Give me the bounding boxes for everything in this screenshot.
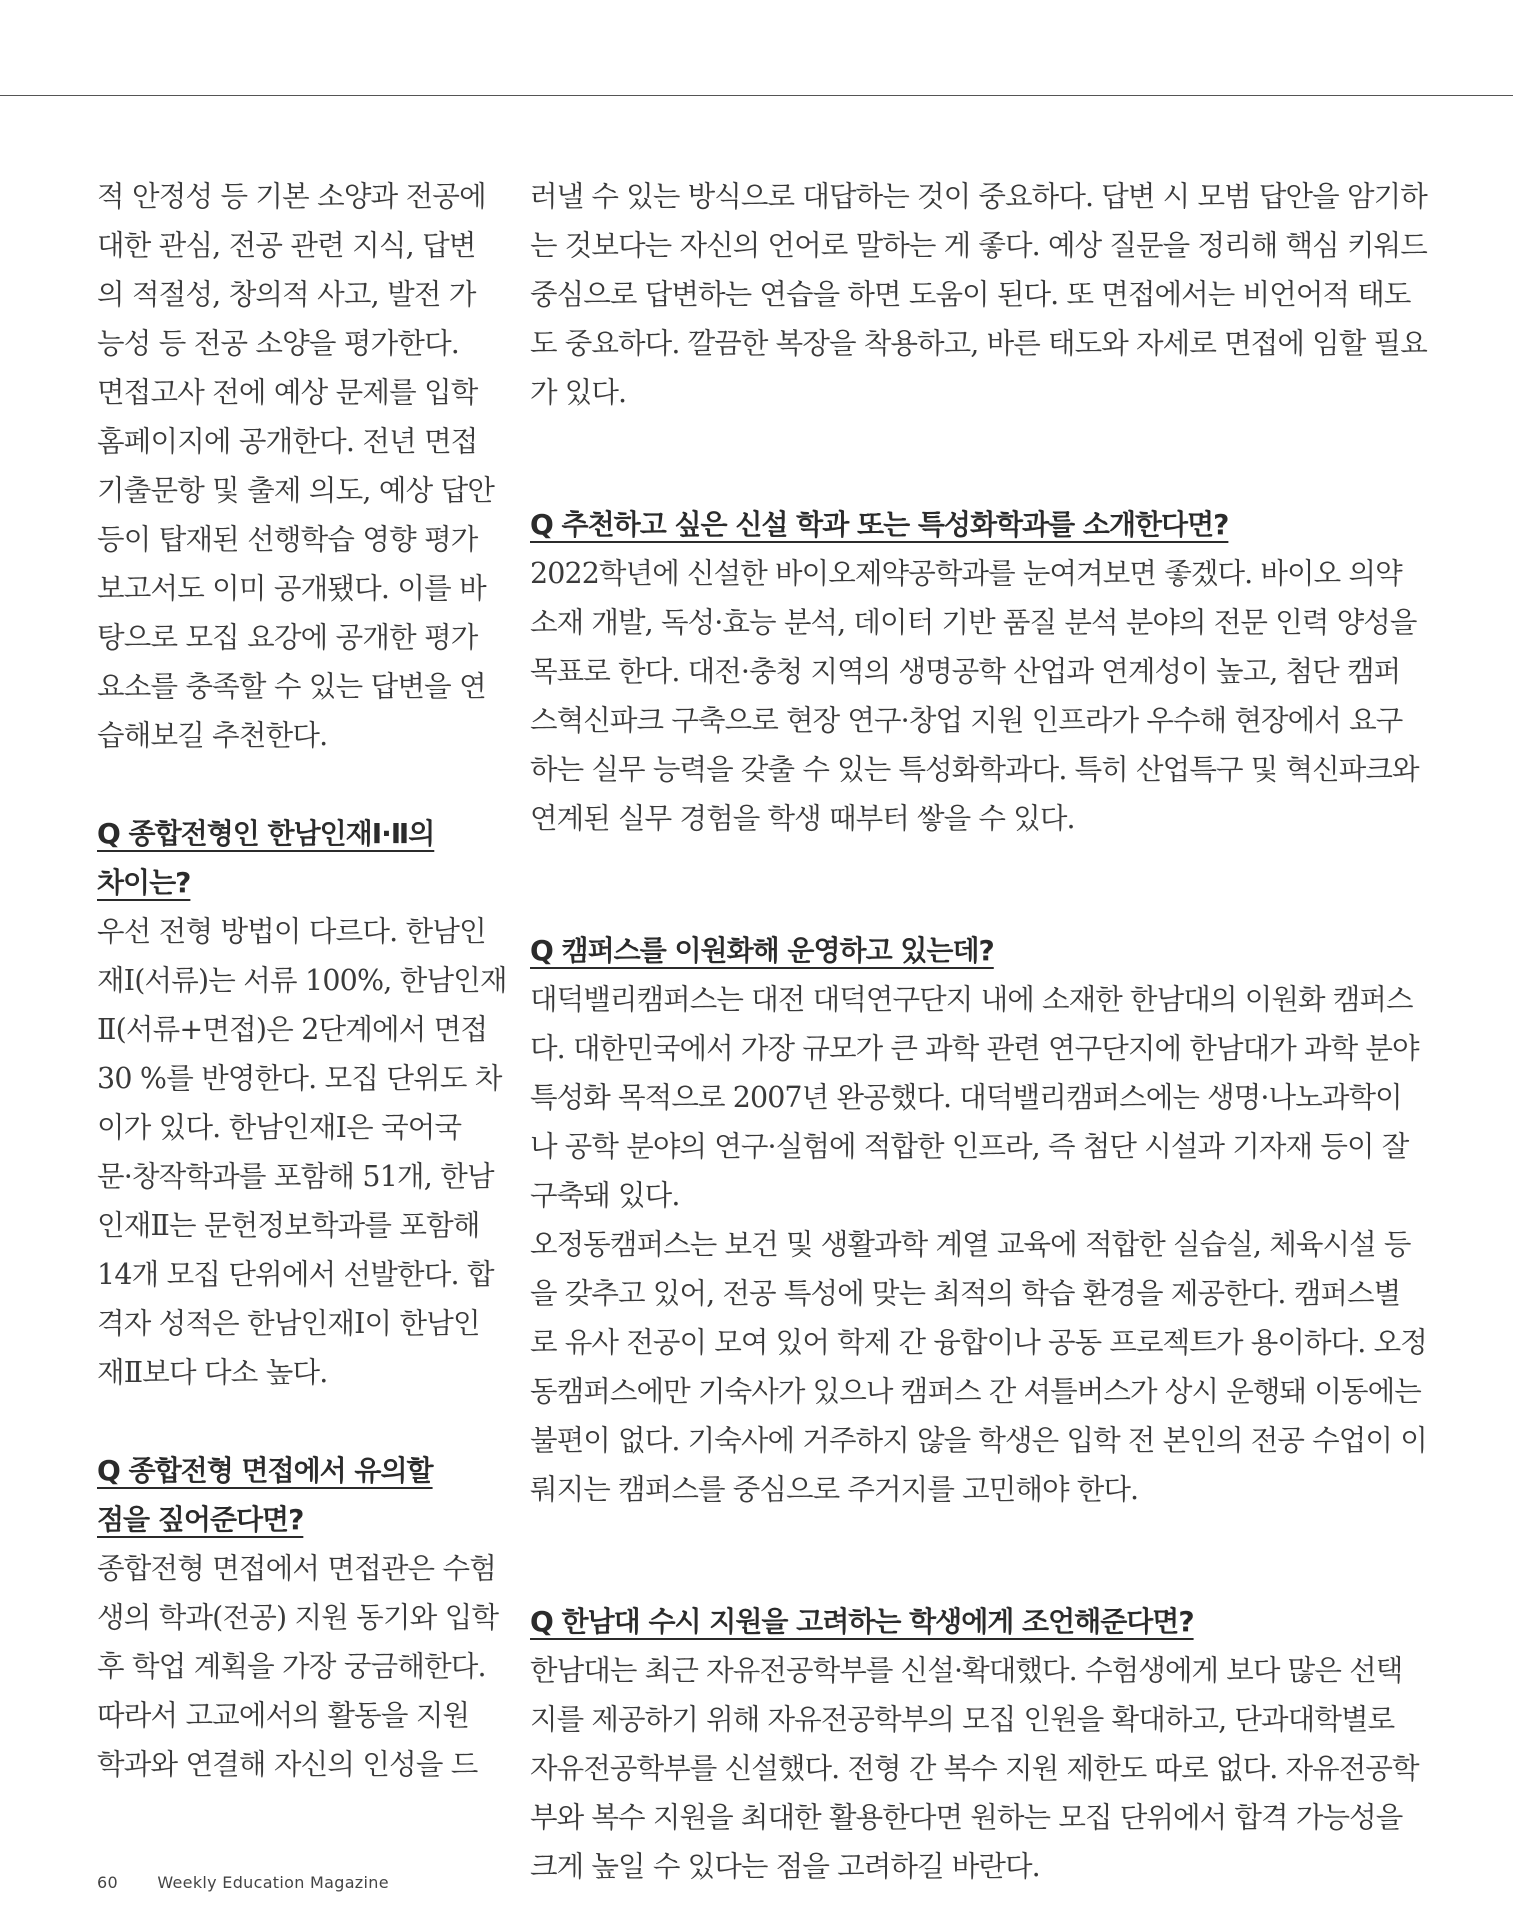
text-line: 뤄지는 캠퍼스를 중심으로 주거지를 고민해야 한다. [530,1473,1139,1506]
answer-2 [97,1544,499,1789]
text-line: 30 %를 반영한다. 모집 단위도 차 [97,1062,502,1095]
text-line: 나 공학 분야의 연구·실험에 적합한 인프라, 즉 첨단 시설과 기자재 등이 잘 [530,1130,1409,1163]
text-line: 홈페이지에 공개한다. 전년 면접 [97,425,478,458]
heading-line: Q 추천하고 싶은 신설 학과 또는 특성화학과를 소개한다면? [530,508,1229,541]
question-heading-3 [530,500,1350,549]
text-line: 러낼 수 있는 방식으로 대답하는 것이 중요하다. 답변 시 모범 답안을 암기하 [530,180,1427,213]
spacer [97,760,467,809]
text-line: 대한 관심, 전공 관련 지식, 답변 [97,229,476,262]
top-rule [0,95,1513,96]
text-line: 면접고사 전에 예상 문제를 입학 [97,376,478,409]
spacer [530,892,1350,926]
text-line: 우선 전형 방법이 다르다. 한남인 [97,915,486,948]
text-line: 기출문항 및 출제 의도, 예상 답안 [97,474,495,507]
text-line: 다. 대한민국에서 가장 규모가 큰 과학 관련 연구단지에 한남대가 과학 분야 [530,1032,1419,1065]
text-line: 따라서 고교에서의 활동을 지원 [97,1699,470,1732]
text-line: 구축돼 있다. [530,1179,680,1212]
text-line: 부와 복수 지원을 최대한 활용한다면 원하는 모집 단위에서 합격 가능성을 [530,1801,1403,1834]
right-column [530,172,1427,1891]
answer-3 [530,549,1419,843]
heading-line: Q 캠퍼스를 이원화해 운영하고 있는데? [530,934,994,967]
spacer [530,466,1350,500]
answer-4 [530,975,1427,1514]
heading-line: 차이는? [97,866,191,899]
text-line: 재Ⅱ보다 다소 높다. [97,1356,328,1389]
text-line: 의 적절성, 창의적 사고, 발전 가 [97,278,476,311]
text-line: 생의 학과(전공) 지원 동기와 입학 [97,1601,499,1634]
spacer [530,417,1350,466]
text-line: 14개 모집 단위에서 선발한다. 합 [97,1258,494,1291]
text-line: 격자 성적은 한남인재Ⅰ이 한남인 [97,1307,480,1340]
text-line: 문·창작학과를 포함해 51개, 한남 [97,1160,494,1193]
text-line: 지를 제공하기 위해 자유전공학부의 모집 인원을 확대하고, 단과대학별로 [530,1703,1395,1736]
spacer [97,1397,467,1446]
page-number: 60 [97,1873,118,1892]
heading-line: Q 종합전형인 한남인재Ⅰ·Ⅱ의 [97,817,435,850]
page-footer [97,1873,389,1892]
spacer [530,843,1350,892]
text-line: 오정동캠퍼스는 보건 및 생활과학 계열 교육에 적합한 실습실, 체육시설 등 [530,1228,1411,1261]
text-line: 보고서도 이미 공개됐다. 이를 바 [97,572,486,605]
text-line: 가 있다. [530,376,627,409]
left-paragraph-2 [97,368,495,760]
question-heading-4 [530,926,1350,975]
answer-1 [97,907,507,1397]
text-line: 인재Ⅱ는 문헌정보학과를 포함해 [97,1209,480,1242]
text-line: 등이 탑재된 선행학습 영향 평가 [97,523,478,556]
text-line: 재Ⅰ(서류)는 서류 100%, 한남인재 [97,964,507,997]
answer-5 [530,1646,1419,1891]
text-line: 후 학업 계획을 가장 궁금해한다. [97,1650,486,1683]
question-heading-1 [97,809,467,907]
text-line: 하는 실무 능력을 갖출 수 있는 특성화학과다. 특히 산업특구 및 혁신파크와 [530,753,1419,786]
spacer [530,1514,1350,1563]
text-line: 습해보길 추천한다. [97,719,328,752]
heading-line: 점을 짚어준다면? [97,1503,304,1536]
text-line: 대덕밸리캠퍼스는 대전 대덕연구단지 내에 소재한 한남대의 이원화 캠퍼스 [530,983,1413,1016]
text-line: 스혁신파크 구축으로 현장 연구·창업 지원 인프라가 우수해 현장에서 요구 [530,704,1403,737]
spacer [530,1563,1350,1597]
left-paragraph-1 [97,172,486,368]
question-heading-5 [530,1597,1350,1646]
question-heading-2 [97,1446,467,1544]
text-line: 을 갖추고 있어, 전공 특성에 맞는 최적의 학습 환경을 제공한다. 캠퍼스별 [530,1277,1401,1310]
text-line: 한남대는 최근 자유전공학부를 신설·확대했다. 수험생에게 보다 많은 선택 [530,1654,1403,1687]
text-line: 크게 높일 수 있다는 점을 고려하길 바란다. [530,1850,1040,1883]
right-paragraph-1 [530,172,1427,417]
text-line: Ⅱ(서류+면접)은 2단계에서 면접 [97,1013,488,1046]
magazine-name: Weekly Education Magazine [157,1873,389,1892]
heading-line: Q 종합전형 면접에서 유의할 [97,1454,433,1487]
text-line: 종합전형 면접에서 면접관은 수험 [97,1552,497,1585]
text-line: 자유전공학부를 신설했다. 전형 간 복수 지원 제한도 따로 없다. 자유전공학 [530,1752,1419,1785]
text-line: 불편이 없다. 기숙사에 거주하지 않을 학생은 입학 전 본인의 전공 수업이 이 [530,1424,1427,1457]
text-line: 이가 있다. 한남인재Ⅰ은 국어국 [97,1111,462,1144]
text-line: 적 안정성 등 기본 소양과 전공에 [97,180,486,213]
text-line: 도 중요하다. 깔끔한 복장을 착용하고, 바른 태도와 자세로 면접에 임할 필요 [530,327,1427,360]
text-line: 탕으로 모집 요강에 공개한 평가 [97,621,478,654]
text-line: 동캠퍼스에만 기숙사가 있으나 캠퍼스 간 셔틀버스가 상시 운행돼 이동에는 [530,1375,1421,1408]
heading-line: Q 한남대 수시 지원을 고려하는 학생에게 조언해준다면? [530,1605,1194,1638]
text-line: 로 유사 전공이 모여 있어 학제 간 융합이나 공동 프로젝트가 용이하다. 오정 [530,1326,1427,1359]
text-line: 연계된 실무 경험을 학생 때부터 쌓을 수 있다. [530,802,1075,835]
text-line: 2022학년에 신설한 바이오제약공학과를 눈여겨보면 좋겠다. 바이오 의약 [530,557,1402,590]
text-line: 중심으로 답변하는 연습을 하면 도움이 된다. 또 면접에서는 비언어적 태도 [530,278,1411,311]
text-line: 목표로 한다. 대전·충청 지역의 생명공학 산업과 연계성이 높고, 첨단 캠퍼 [530,655,1401,688]
text-line: 소재 개발, 독성·효능 분석, 데이터 기반 품질 분석 분야의 전문 인력 양성을 [530,606,1417,639]
text-line: 는 것보다는 자신의 언어로 말하는 게 좋다. 예상 질문을 정리해 핵심 키워드 [530,229,1427,262]
text-line: 능성 등 전공 소양을 평가한다. [97,327,460,360]
left-column [97,172,507,1789]
text-line: 특성화 목적으로 2007년 완공했다. 대덕밸리캠퍼스에는 생명·나노과학이 [530,1081,1402,1114]
text-line: 요소를 충족할 수 있는 답변을 연 [97,670,486,703]
text-line: 학과와 연결해 자신의 인성을 드 [97,1748,478,1781]
